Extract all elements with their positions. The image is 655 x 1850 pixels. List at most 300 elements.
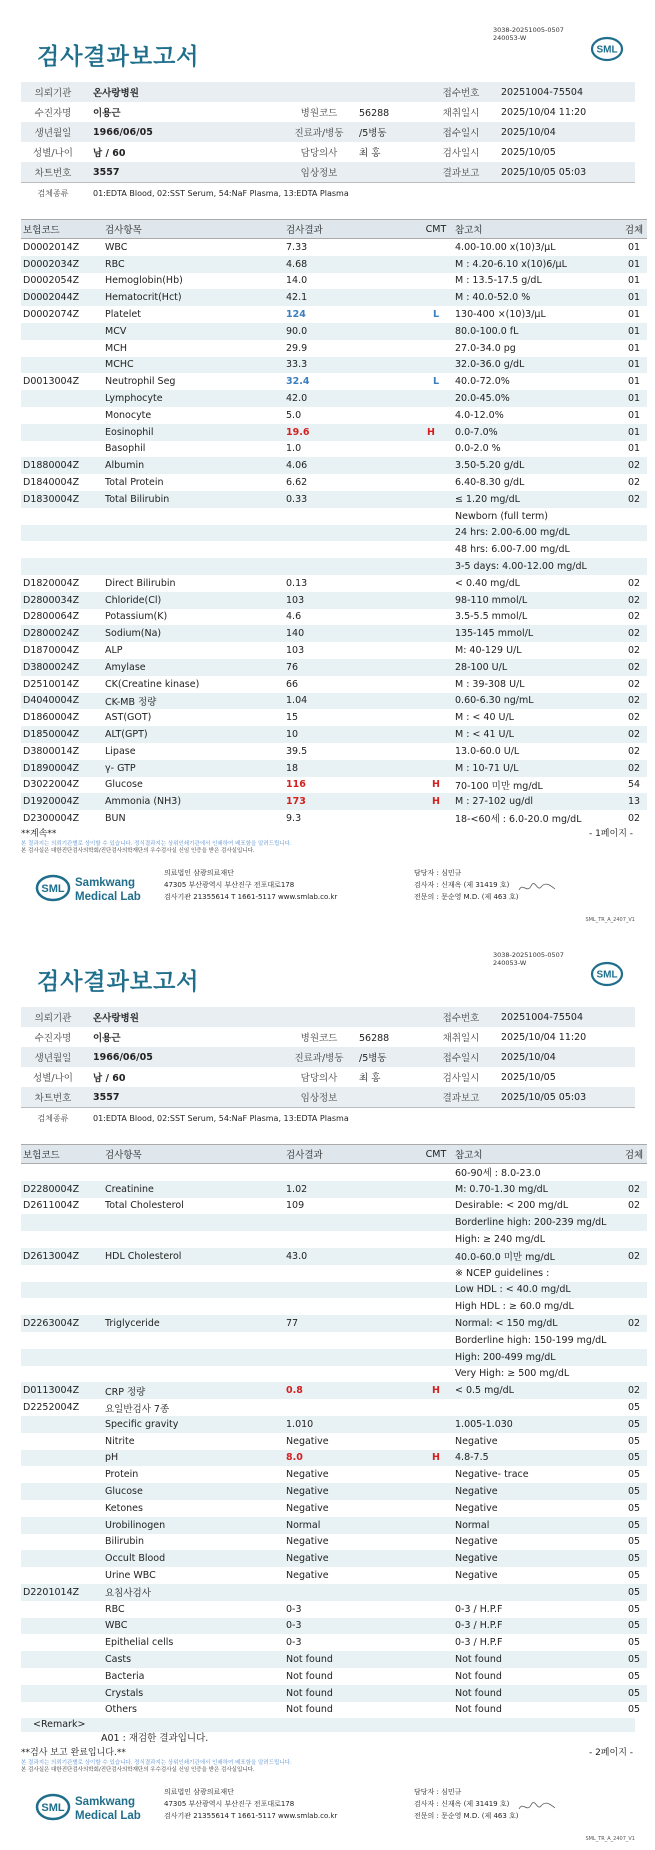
specimen-code: 02 bbox=[627, 678, 641, 690]
test-result: 43.0 bbox=[284, 1248, 417, 1265]
test-name: Potassium(K) bbox=[105, 611, 168, 623]
specimen-code: 01 bbox=[619, 424, 647, 441]
table-row bbox=[21, 256, 647, 273]
test-result: Not found bbox=[284, 1651, 417, 1668]
test-result: 0-3 bbox=[284, 1618, 417, 1635]
reference-range: 80.0-100.0 fL bbox=[453, 323, 619, 340]
result-flag bbox=[417, 592, 453, 609]
reference-range: 0.0-2.0 % bbox=[455, 443, 501, 455]
result-flag bbox=[417, 1685, 453, 1702]
table-row bbox=[21, 306, 647, 323]
specimen-code bbox=[619, 558, 647, 575]
test-name: Sodium(Na) bbox=[103, 625, 284, 642]
result-flag bbox=[417, 491, 453, 508]
footer bbox=[21, 1782, 635, 1837]
table-row bbox=[21, 1332, 647, 1349]
table-row bbox=[21, 1668, 647, 1685]
specimen-code: 05 bbox=[627, 1603, 641, 1615]
test-code: D1850004Z bbox=[21, 726, 103, 743]
result-flag bbox=[417, 357, 453, 374]
reference-range: 6.40-8.30 g/dL bbox=[455, 477, 525, 489]
test-code: D2510014Z bbox=[23, 678, 80, 690]
svg-text:SML: SML bbox=[41, 1802, 65, 1815]
samkwang-logo-icon bbox=[35, 1788, 147, 1826]
test-result bbox=[284, 1282, 417, 1299]
table-row bbox=[21, 625, 647, 642]
test-result: 14.0 bbox=[286, 275, 308, 287]
end-note: **계속** bbox=[21, 829, 57, 839]
test-code bbox=[21, 1332, 103, 1349]
chart-value: 3557 bbox=[85, 1087, 287, 1108]
reference-range: 0-3 / H.P.F bbox=[455, 1637, 503, 1649]
table-row bbox=[21, 676, 647, 693]
test-code: D3800014Z bbox=[23, 745, 80, 757]
test-date-label: 검사일시 bbox=[442, 1073, 480, 1084]
test-code: D2263004Z bbox=[21, 1315, 103, 1332]
test-code bbox=[21, 1534, 103, 1551]
test-result bbox=[284, 1298, 417, 1315]
specimen-code: 02 bbox=[627, 712, 641, 724]
table-row bbox=[21, 1466, 647, 1483]
reference-range: M : < 40 U/L bbox=[455, 712, 514, 724]
test-name bbox=[103, 541, 284, 558]
table-row bbox=[21, 289, 647, 306]
collect-value: 2025/10/04 11:20 bbox=[501, 106, 587, 118]
result-flag bbox=[417, 323, 453, 340]
test-name: Eosinophil bbox=[103, 424, 284, 441]
specimen-code: 02 bbox=[627, 645, 641, 657]
table-row bbox=[21, 1651, 647, 1668]
test-code: D0002054Z bbox=[23, 275, 80, 287]
table-row bbox=[21, 609, 647, 626]
test-name: ALT(GPT) bbox=[103, 726, 284, 743]
reference-range: Borderline high: 150-199 mg/dL bbox=[455, 1334, 607, 1346]
table-row bbox=[21, 1534, 647, 1551]
specimen-code: 05 bbox=[627, 1502, 641, 1514]
specimen-label: 검체종류 bbox=[37, 189, 69, 198]
test-result: 10 bbox=[284, 726, 417, 743]
test-name: Lipase bbox=[105, 745, 136, 757]
table-row bbox=[21, 659, 647, 676]
svg-text:SML: SML bbox=[596, 44, 618, 56]
test-result: 124 bbox=[286, 309, 306, 321]
reference-range: 28-100 U/L bbox=[453, 659, 619, 676]
test-code bbox=[21, 1517, 103, 1534]
disclaimer-accreditation: 본 검사실은 대한진단검사의학회/진단검사의학재단의 우수검사실 신임 인증을 받은 검사실입니다. bbox=[21, 848, 255, 854]
result-flag bbox=[417, 659, 453, 676]
test-result: 0.8 bbox=[284, 1382, 417, 1399]
result-flag bbox=[417, 1702, 453, 1719]
reference-range: M : < 41 U/L bbox=[453, 726, 619, 743]
reference-range: High HDL : ≥ 60.0 mg/dL bbox=[455, 1301, 574, 1313]
test-result: 5.0 bbox=[286, 409, 302, 421]
test-name bbox=[103, 1298, 284, 1315]
test-name: Total Cholesterol bbox=[105, 1200, 184, 1212]
reference-range: 70-100 미만 mg/dL bbox=[455, 780, 543, 792]
header-specimen: 검체 bbox=[619, 220, 647, 239]
table-row bbox=[21, 407, 647, 424]
receipt-no-label: 접수번호 bbox=[429, 1007, 493, 1027]
test-name: Nitrite bbox=[105, 1435, 135, 1447]
result-flag bbox=[417, 508, 453, 525]
specimen-code: 02 bbox=[627, 812, 641, 824]
result-flag bbox=[417, 1214, 453, 1231]
test-name: Hematocrit(Hct) bbox=[103, 289, 284, 306]
reference-range: < 0.40 mg/dL bbox=[455, 577, 520, 589]
test-result: 0.13 bbox=[286, 577, 308, 589]
patient-label: 수진자명 bbox=[34, 1033, 72, 1044]
institution-value: 온사랑병원 bbox=[85, 82, 287, 102]
chart-label: 차트번호 bbox=[21, 1087, 85, 1108]
samkwang-logo-icon bbox=[35, 869, 147, 907]
test-name: Creatinine bbox=[103, 1181, 284, 1198]
test-name: γ- GTP bbox=[103, 760, 284, 777]
page-number: - 1페이지 - bbox=[588, 829, 633, 839]
table-row bbox=[21, 1214, 647, 1231]
reference-range: Desirable: < 200 mg/dL bbox=[455, 1200, 569, 1212]
test-code: D2201014Z bbox=[21, 1584, 103, 1601]
test-name: Specific gravity bbox=[103, 1416, 284, 1433]
test-result: 32.4 bbox=[286, 376, 310, 388]
result-flag bbox=[417, 777, 453, 794]
result-flag bbox=[417, 1282, 453, 1299]
test-name: RBC bbox=[103, 256, 284, 273]
specimen-code bbox=[619, 525, 647, 542]
reference-range: Not found bbox=[453, 1685, 619, 1702]
test-name: Urine WBC bbox=[105, 1570, 156, 1582]
specimen-code: 02 bbox=[619, 1181, 647, 1198]
reference-range: M : 10-71 U/L bbox=[453, 760, 619, 777]
specimen-code: 02 bbox=[627, 1200, 641, 1212]
table-row bbox=[21, 373, 647, 390]
test-code bbox=[21, 1466, 103, 1483]
doctor-value: 최 홍 bbox=[359, 1073, 381, 1084]
signatories: 담당자 : 심민규 검사자 : 신재옥 (제 31419 호) 전문의 : 문순영 M.D. (제 463 호) bbox=[414, 869, 519, 901]
test-name bbox=[103, 1265, 284, 1282]
specimen-code: 02 bbox=[619, 659, 647, 676]
test-result: 1.0 bbox=[286, 443, 302, 455]
test-result bbox=[284, 525, 417, 542]
test-result bbox=[284, 1399, 417, 1416]
specimen-code: 01 bbox=[619, 289, 647, 306]
svg-text:Samkwang: Samkwang bbox=[75, 877, 136, 889]
test-result: 103 bbox=[284, 592, 417, 609]
reference-range: 135-145 mmol/L bbox=[453, 625, 619, 642]
specimen-code: 05 bbox=[627, 1704, 641, 1716]
table-row bbox=[21, 357, 647, 374]
signature-icon bbox=[517, 1799, 557, 1815]
test-code: D1840004Z bbox=[23, 477, 80, 489]
reference-range: Not found bbox=[453, 1651, 619, 1668]
specimen-code: 02 bbox=[619, 1382, 647, 1399]
result-flag bbox=[417, 239, 453, 256]
result-flag bbox=[417, 693, 453, 710]
test-code: D2613004Z bbox=[21, 1248, 103, 1265]
table-row bbox=[21, 1483, 647, 1500]
result-flag bbox=[417, 1366, 453, 1383]
specimen-code: 02 bbox=[619, 457, 647, 474]
reference-range: < 0.5 mg/dL bbox=[453, 1382, 619, 1399]
test-name: Ammonia (NH3) bbox=[103, 793, 284, 810]
reference-range: Borderline high: 200-239 mg/dL bbox=[453, 1214, 619, 1231]
table-row bbox=[21, 273, 647, 290]
specimen-code: 05 bbox=[627, 1670, 641, 1682]
test-name bbox=[103, 508, 284, 525]
test-code: D1920004Z bbox=[21, 793, 103, 810]
specimen-code: 01 bbox=[627, 409, 641, 421]
result-flag bbox=[417, 1668, 453, 1685]
sexage-label: 성별/나이 bbox=[33, 148, 73, 159]
receipt-no-value: 20251004-75504 bbox=[493, 82, 635, 102]
specimen-code: 05 bbox=[619, 1584, 647, 1601]
test-result: Negative bbox=[286, 1435, 329, 1447]
dept-label: 진료과/병동 bbox=[294, 128, 344, 139]
test-code bbox=[21, 1601, 103, 1618]
test-code: D2800034Z bbox=[21, 592, 103, 609]
test-result: 0.33 bbox=[284, 491, 417, 508]
specimen-code: 02 bbox=[627, 611, 641, 623]
test-code bbox=[21, 1282, 103, 1299]
test-code bbox=[21, 541, 103, 558]
table-row bbox=[21, 1567, 647, 1584]
test-result: Not found bbox=[284, 1685, 417, 1702]
test-result: Negative bbox=[284, 1483, 417, 1500]
table-row bbox=[21, 1366, 647, 1383]
test-name: Basophil bbox=[105, 443, 146, 455]
test-name: Ketones bbox=[105, 1502, 143, 1514]
hospital-code-label: 병원코드 bbox=[300, 1033, 338, 1044]
patient-value: 이용근 bbox=[93, 108, 121, 119]
table-row bbox=[21, 1399, 647, 1416]
specimen-code: 05 bbox=[627, 1435, 641, 1447]
document-code: SML_TR_A_2407_V1 bbox=[585, 917, 635, 923]
test-result bbox=[284, 1164, 417, 1181]
table-row bbox=[21, 1248, 647, 1265]
result-flag bbox=[417, 457, 453, 474]
table-row bbox=[21, 340, 647, 357]
specimen-code: 05 bbox=[627, 1637, 641, 1649]
table-row bbox=[21, 1164, 647, 1181]
test-name: Protein bbox=[105, 1469, 139, 1481]
test-code bbox=[21, 1702, 103, 1719]
reference-range bbox=[453, 1584, 619, 1601]
result-flag bbox=[417, 273, 453, 290]
specimen-code: 02 bbox=[627, 577, 641, 589]
disclaimer-notice: 본 결과지는 의뢰기관별로 상이할 수 있습니다. 정식결과지는 상위인쇄기관에서 인쇄하여 배포함을 알려드립니다. bbox=[21, 841, 292, 847]
test-result bbox=[284, 1265, 417, 1282]
test-name: 요침사검사 bbox=[103, 1584, 284, 1601]
table-row bbox=[21, 1601, 647, 1618]
specimen-code: 05 bbox=[627, 1536, 641, 1548]
chart-label: 차트번호 bbox=[21, 162, 85, 183]
results-table bbox=[21, 1144, 647, 1718]
reference-range: 0-3 / H.P.F bbox=[453, 1618, 619, 1635]
sexage-value: 남 / 60 bbox=[93, 1073, 126, 1084]
test-name: Monocyte bbox=[105, 409, 152, 421]
table-row bbox=[21, 1584, 647, 1601]
test-code bbox=[21, 1668, 103, 1685]
specimen-code bbox=[619, 1332, 647, 1349]
result-flag bbox=[417, 1298, 453, 1315]
test-code bbox=[21, 340, 103, 357]
table-row bbox=[21, 760, 647, 777]
test-name: WBC bbox=[105, 241, 128, 253]
svg-text:SML: SML bbox=[596, 969, 618, 981]
test-code bbox=[21, 1618, 103, 1635]
test-code: D2800024Z bbox=[21, 625, 103, 642]
test-result bbox=[284, 1366, 417, 1383]
reference-range: M: 0.70-1.30 mg/dL bbox=[453, 1181, 619, 1198]
test-result: 4.06 bbox=[284, 457, 417, 474]
test-code: D1820004Z bbox=[23, 577, 80, 589]
reference-range: 60-90세 : 8.0-23.0 bbox=[455, 1168, 541, 1180]
flag-letter: H bbox=[432, 1385, 440, 1397]
disclaimer-accreditation: 본 검사실은 대한진단검사의학회/진단검사의학재단의 우수검사실 신임 인증을 받은 검사실입니다. bbox=[21, 1767, 255, 1774]
test-name: Glucose bbox=[103, 1483, 284, 1500]
institution-label: 의뢰기관 bbox=[21, 1007, 85, 1027]
dob-value: 1966/06/05 bbox=[85, 1047, 287, 1067]
specimen-code: 54 bbox=[627, 779, 641, 791]
test-name: Bilirubin bbox=[105, 1536, 145, 1548]
specimen-code: 02 bbox=[619, 760, 647, 777]
test-name: RBC bbox=[105, 1603, 125, 1615]
result-flag bbox=[417, 306, 453, 323]
test-code bbox=[21, 390, 103, 407]
test-code bbox=[21, 1685, 103, 1702]
result-flag bbox=[417, 760, 453, 777]
table-row bbox=[21, 1433, 647, 1450]
test-code: D1870004Z bbox=[23, 645, 80, 657]
table-row bbox=[21, 1450, 647, 1467]
result-flag bbox=[417, 609, 453, 626]
reference-range: 4.8-7.5 bbox=[453, 1450, 619, 1467]
result-flag bbox=[417, 1231, 453, 1248]
header-result: 검사결과 bbox=[284, 220, 417, 239]
reference-range: 40.0-72.0% bbox=[455, 376, 510, 388]
test-code: D0002074Z bbox=[23, 309, 80, 321]
specimen-code bbox=[619, 1231, 647, 1248]
test-name: MCH bbox=[105, 342, 127, 354]
result-flag bbox=[417, 1567, 453, 1584]
remark-label: <Remark> bbox=[21, 1718, 635, 1732]
test-result: 103 bbox=[286, 645, 305, 657]
table-row bbox=[21, 1702, 647, 1719]
test-code bbox=[21, 357, 103, 374]
specimen-code bbox=[619, 1349, 647, 1366]
test-result: 15 bbox=[286, 712, 299, 724]
reference-range: 0-3 / H.P.F bbox=[455, 1603, 503, 1615]
specimen-code: 05 bbox=[619, 1651, 647, 1668]
test-code bbox=[21, 1298, 103, 1315]
specimen-code: 02 bbox=[627, 477, 641, 489]
test-result: Not found bbox=[286, 1670, 333, 1682]
result-flag bbox=[417, 424, 453, 441]
result-flag bbox=[417, 743, 453, 760]
patient-label: 수진자명 bbox=[34, 108, 72, 119]
test-name: Amylase bbox=[103, 659, 284, 676]
table-row bbox=[21, 491, 647, 508]
test-code: D0002034Z bbox=[21, 256, 103, 273]
test-name bbox=[103, 1214, 284, 1231]
header-code: 보험코드 bbox=[21, 220, 103, 239]
collect-label: 채취일시 bbox=[442, 108, 480, 119]
table-row bbox=[21, 1315, 647, 1332]
test-name: Neutrophil Seg bbox=[105, 376, 176, 388]
result-flag bbox=[417, 810, 453, 827]
reference-range: Negative bbox=[453, 1483, 619, 1500]
reference-range: M : 13.5-17.5 g/dL bbox=[455, 275, 542, 287]
reference-range: High: ≥ 240 mg/dL bbox=[455, 1234, 545, 1246]
test-result: 7.33 bbox=[286, 241, 308, 253]
reference-range: Low HDL : < 40.0 mg/dL bbox=[453, 1282, 619, 1299]
specimen-code: 01 bbox=[627, 342, 641, 354]
table-row bbox=[21, 1550, 647, 1567]
test-result bbox=[284, 508, 417, 525]
specimen-code bbox=[619, 541, 647, 558]
test-result: Not found bbox=[286, 1704, 333, 1716]
result-flag bbox=[417, 558, 453, 575]
reference-range: Not found bbox=[455, 1670, 502, 1682]
test-result: 33.3 bbox=[284, 357, 417, 374]
specimen-code: 01 bbox=[619, 256, 647, 273]
test-name: AST(GOT) bbox=[105, 712, 152, 724]
receive-value: 2025/10/04 bbox=[493, 122, 635, 142]
reference-range: 3.5-5.5 mmol/L bbox=[455, 611, 528, 623]
result-flag bbox=[417, 340, 453, 357]
reference-range: Negative bbox=[455, 1570, 498, 1582]
table-row bbox=[21, 558, 647, 575]
test-date-label: 검사일시 bbox=[442, 148, 480, 159]
result-flag bbox=[417, 1349, 453, 1366]
receipt-no-value: 20251004-75504 bbox=[493, 1007, 635, 1027]
header-item: 검사항목 bbox=[103, 220, 284, 239]
reference-range: Newborn (full term) bbox=[455, 510, 548, 522]
test-result: Normal bbox=[284, 1517, 417, 1534]
test-name bbox=[103, 1282, 284, 1299]
test-code bbox=[21, 1634, 103, 1651]
reference-range: 40.0-60.0 미만 mg/dL bbox=[453, 1248, 619, 1265]
test-code: D2252004Z bbox=[23, 1402, 80, 1414]
test-name: Platelet bbox=[105, 309, 141, 321]
test-name: Hemoglobin(Hb) bbox=[105, 275, 183, 287]
table-row bbox=[21, 743, 647, 760]
reference-range: High: 200-499 mg/dL bbox=[453, 1349, 619, 1366]
remark-text: A01 : 재검한 결과입니다. bbox=[101, 1733, 209, 1745]
result-flag bbox=[417, 390, 453, 407]
test-code bbox=[21, 1483, 103, 1500]
test-result: 39.5 bbox=[286, 745, 308, 757]
reference-range: Negative bbox=[453, 1550, 619, 1567]
result-flag bbox=[417, 1466, 453, 1483]
reference-range: 48 hrs: 6.00-7.00 mg/dL bbox=[455, 544, 570, 556]
result-flag bbox=[417, 1382, 453, 1399]
collect-label: 채취일시 bbox=[442, 1033, 480, 1044]
result-flag bbox=[417, 1315, 453, 1332]
test-result: 4.68 bbox=[284, 256, 417, 273]
reference-range: Not found bbox=[455, 1704, 502, 1716]
table-row bbox=[21, 1349, 647, 1366]
test-result: 42.1 bbox=[284, 289, 417, 306]
test-code bbox=[21, 1550, 103, 1567]
result-flag bbox=[417, 1634, 453, 1651]
specimen-code bbox=[619, 1164, 647, 1181]
table-row bbox=[21, 541, 647, 558]
test-result bbox=[284, 1332, 417, 1349]
test-code bbox=[21, 407, 103, 424]
table-row bbox=[21, 575, 647, 592]
table-row bbox=[21, 1634, 647, 1651]
result-flag bbox=[417, 1483, 453, 1500]
